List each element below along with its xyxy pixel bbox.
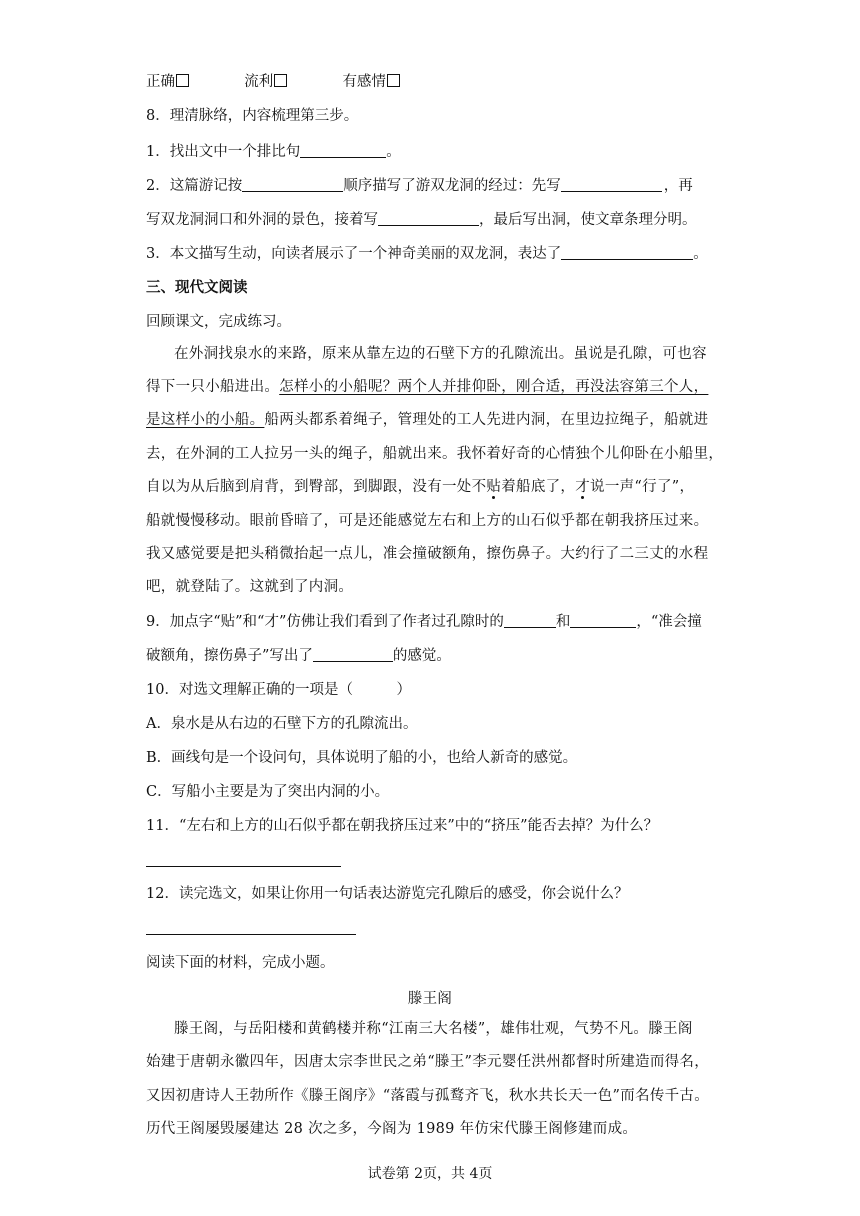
q9-text-d: 破额角，擦伤鼻子”写出了 (146, 648, 313, 664)
q8-sub1-text: 1．找出文中一个排比句 (146, 144, 301, 160)
blank-then-wrote[interactable] (378, 211, 479, 226)
passage-line-6: 船就慢慢移动。眼前昏暗了，可是还能感觉左右和上方的山石似乎都在朝我挤压过来。 (146, 513, 709, 529)
passage-line-5-a: 自以为从后脑到肩背，到臀部，到脚跟，没有一处不 (146, 479, 487, 495)
passage-line-3 (146, 410, 708, 430)
q8-sub1-end: 。 (386, 144, 401, 160)
blank-first-wrote[interactable] (561, 177, 662, 192)
q8-sub3-end: 。 (693, 246, 708, 262)
q8-sub2-text-e: ，最后写出洞，使文章条理分明。 (479, 212, 697, 228)
q10-option-c[interactable]: C．写船小主要是为了突出内洞的小。 (146, 784, 390, 800)
q12-stem: 12．读完选文，如果让你用一句话表达游览完孔隙后的感受，你会说什么？ (146, 886, 629, 902)
q8-sub2-text-a: 2．这篇游记按 (146, 178, 243, 194)
material-intro: 阅读下面的材料，完成小题。 (146, 955, 335, 971)
passage-line-5-b: 着船底了， (501, 479, 576, 495)
blank-q9-1[interactable] (504, 613, 556, 628)
q8-sub2-text-b: 顺序描写了游双龙洞的经过：先写 (343, 178, 561, 194)
q10-option-b[interactable]: B．画线句是一个设问句，具体说明了船的小，也给人新奇的感觉。 (146, 750, 578, 766)
dotted-char-tie: 贴 (486, 479, 502, 495)
rating-row (146, 72, 400, 92)
q11-answer-line[interactable] (146, 866, 341, 867)
q9-line1 (146, 612, 702, 632)
checkbox-fluent[interactable] (274, 74, 287, 87)
q12-answer-line[interactable] (146, 934, 356, 935)
passage-line-4: 去，在外洞的工人拉另一头的绳子，船就出来。我怀着好奇的心情独个儿仰卧在小船里， (146, 446, 724, 462)
passage-line-5-c: 说一声“行了”， (590, 479, 695, 495)
blank-order[interactable] (242, 177, 343, 192)
blank-q9-3[interactable] (313, 647, 393, 662)
q8-sub2-line2 (146, 210, 697, 230)
rating-fluent-label: 流利 (244, 74, 274, 90)
passage-line-1: 在外洞找泉水的来路，原来从靠左边的石壁下方的孔隙流出。虽说是孔隙，可也容 (174, 346, 707, 362)
passage-line-5 (146, 477, 694, 497)
q8-sub2-line1 (146, 176, 693, 196)
q8-title: 8．理清脉络，内容梳理第三步。 (146, 108, 359, 124)
material-line-1: 滕王阁，与岳阳楼和黄鹤楼并称“江南三大名楼”，雄伟壮观，气势不凡。滕王阁 (174, 1021, 693, 1037)
passage-line-3-plain: 船两头都系着绳子，管理处的工人先进内洞，在里边拉绳子，船就进 (264, 412, 709, 428)
material-line-2: 始建于唐朝永徽四年，因唐太宗李世民之弟“滕王”李元婴任洪州都督时所建造而得名， (146, 1054, 710, 1070)
q8-sub3 (146, 244, 708, 264)
blank-q9-2[interactable] (570, 613, 636, 628)
underlined-sentence-part1: 怎样小的小船呢？两个人并排仰卧，刚合适，再没法容第三个人， (279, 379, 709, 395)
material-line-4: 历代王阁屡毁屡建达 28 次之多，今阁为 1989 年仿宋代滕王阁修建而成。 (146, 1121, 638, 1137)
passage-line-2-plain: 得下一只小船进出。 (146, 379, 280, 395)
q8-sub3-text: 3．本文描写生动，向读者展示了一个神奇美丽的双龙洞，表达了 (146, 246, 562, 262)
rating-emotion-label: 有感情 (342, 74, 386, 90)
q8-sub2-text-c: ，再 (663, 178, 693, 194)
passage-line-7: 我又感觉要是把头稍微抬起一点儿，准会撞破额角，擦伤鼻子。大约行了二三丈的水程 (146, 546, 709, 562)
material-line-3: 又因初唐诗人王勃所作《滕王阁序》“落霞与孤鹜齐飞，秋水共长天一色”而名传千古。 (146, 1088, 710, 1104)
q11-stem: 11．“左右和上方的山石似乎都在朝我挤压过来”中的“挤压”能否去掉？为什么？ (146, 818, 659, 834)
passage-line-2 (146, 377, 708, 397)
passage-line-8: 吧，就登陆了。这就到了内洞。 (146, 579, 354, 595)
checkbox-emotion[interactable] (387, 74, 400, 87)
q9-text-e: 的感觉。 (392, 648, 451, 664)
section-intro: 回顾课文，完成练习。 (146, 314, 291, 330)
blank-expressed[interactable] (561, 245, 693, 260)
underlined-sentence-part2: 是这样小的小船。 (146, 412, 265, 428)
blank-parallel-sentence[interactable] (300, 143, 386, 158)
q9-text-a: 9．加点字“贴”和“才”仿佛让我们看到了作者过孔隙时的 (146, 614, 504, 630)
q8-sub1 (146, 142, 401, 162)
q10-option-a[interactable]: A．泉水是从右边的石壁下方的孔隙流出。 (146, 716, 418, 732)
material-title: 滕王阁 (407, 991, 453, 1007)
section-heading: 三、现代文阅读 (146, 279, 248, 296)
q10-stem: 10．对选文理解正确的一项是（ ） (146, 682, 411, 698)
q9-text-b: 和 (555, 614, 571, 630)
q9-line2 (146, 646, 451, 666)
page-footer: 试卷第 2页，共 4页 (367, 1166, 493, 1182)
q9-text-c: ，“准会撞 (636, 614, 702, 630)
q8-sub2-text-d: 写双龙洞洞口和外洞的景色，接着写 (146, 212, 378, 228)
checkbox-correct[interactable] (176, 74, 189, 87)
dotted-char-cai: 才 (575, 479, 591, 495)
rating-correct-label: 正确 (146, 74, 175, 90)
